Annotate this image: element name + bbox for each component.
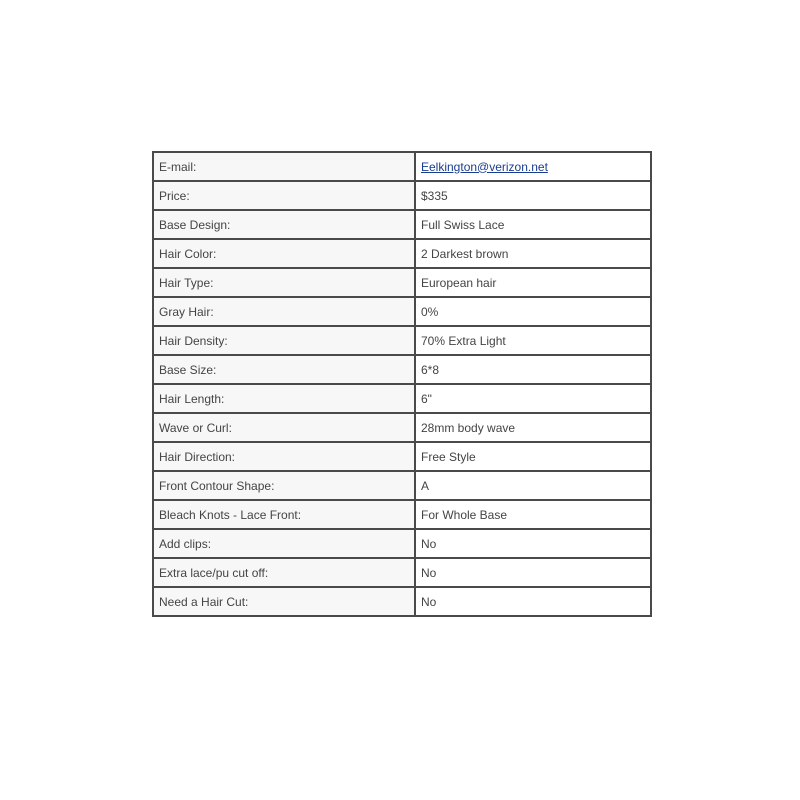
table-row [153, 268, 651, 297]
row-label: Hair Color: [153, 239, 415, 268]
row-label: Price: [153, 181, 415, 210]
table-row [153, 384, 651, 413]
row-value: Free Style [415, 442, 651, 471]
row-value: Full Swiss Lace [415, 210, 651, 239]
row-label: Base Size: [153, 355, 415, 384]
row-label: Bleach Knots - Lace Front: [153, 500, 415, 529]
table-row [153, 326, 651, 355]
table-row [153, 500, 651, 529]
row-label: Gray Hair: [153, 297, 415, 326]
row-value: 28mm body wave [415, 413, 651, 442]
table-row [153, 210, 651, 239]
row-value: European hair [415, 268, 651, 297]
email-label: E-mail: [153, 152, 415, 181]
row-value: 0% [415, 297, 651, 326]
table-row [153, 181, 651, 210]
table-row [153, 239, 651, 268]
row-label: Extra lace/pu cut off: [153, 558, 415, 587]
table-row [153, 297, 651, 326]
email-link[interactable]: Eelkington@verizon.net [421, 159, 548, 174]
row-label: Wave or Curl: [153, 413, 415, 442]
email-value-cell [415, 152, 651, 181]
table-row [153, 413, 651, 442]
table-row [153, 558, 651, 587]
row-label: Need a Hair Cut: [153, 587, 415, 616]
row-value: 70% Extra Light [415, 326, 651, 355]
row-value: For Whole Base [415, 500, 651, 529]
row-value: 2 Darkest brown [415, 239, 651, 268]
row-value: 6*8 [415, 355, 651, 384]
row-value: A [415, 471, 651, 500]
table-row [153, 471, 651, 500]
row-value: No [415, 529, 651, 558]
row-label: Add clips: [153, 529, 415, 558]
row-value: 6" [415, 384, 651, 413]
table-row [153, 587, 651, 616]
row-label: Front Contour Shape: [153, 471, 415, 500]
row-value: No [415, 558, 651, 587]
row-label: Hair Direction: [153, 442, 415, 471]
row-label: Hair Density: [153, 326, 415, 355]
table-row [153, 442, 651, 471]
row-label: Hair Type: [153, 268, 415, 297]
table-row-email [153, 152, 651, 181]
table-row [153, 529, 651, 558]
row-label: Hair Length: [153, 384, 415, 413]
row-value: $335 [415, 181, 651, 210]
row-value: No [415, 587, 651, 616]
order-details-table [152, 151, 652, 617]
table-row [153, 355, 651, 384]
row-label: Base Design: [153, 210, 415, 239]
